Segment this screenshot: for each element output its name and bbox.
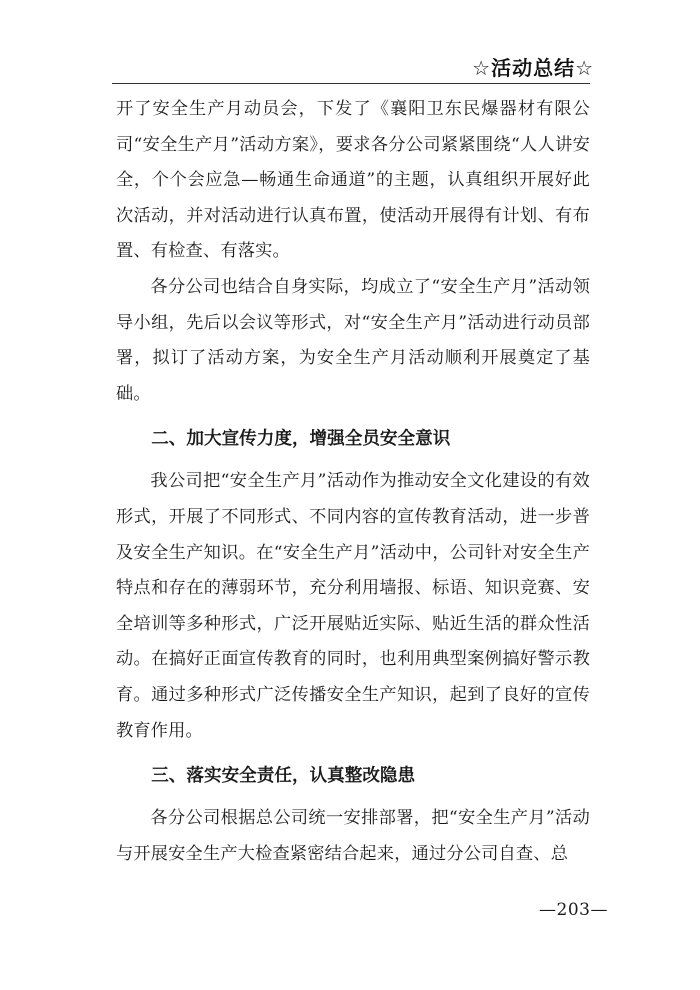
- section-heading: 三、落实安全责任，认真整改隐患: [151, 766, 416, 787]
- page-number: —203—: [539, 900, 608, 920]
- page-body: [116, 92, 590, 872]
- paragraph: 各分公司根据总公司统一安排部署，把“安全生产月”活动与开展安全生产大检查紧密结合起来，通过分公司自查、总: [116, 808, 590, 864]
- paragraph: 各分公司也结合自身实际，均成立了“安全生产月”活动领导小组，先后以会议等形式，对“安全生产月”活动进行动员部署，拟订了活动方案，为安全生产月活动顺利开展奠定了基础。: [116, 276, 590, 404]
- header-divider: [112, 83, 590, 84]
- paragraph: 我公司把“安全生产月”活动作为推动安全文化建设的有效形式，开展了不同形式、不同内容的宣传教育活动，进一步普及安全生产知识。在“安全生产月”活动中，公司针对安全生产特点和存在的薄弱环节，充分利用墙报、标语、知识竞赛、安全培训等多种形式，广泛开展贴近实际、贴近生活的群众性活动。在搞好正面宣传教育的同时，也利用典型案例搞好警示教育。通过多种形式广泛传播安全生产知识，起到了良好的宣传教育作用。: [116, 471, 590, 741]
- section-heading: 二、加大宣传力度，增强全员安全意识: [151, 429, 451, 450]
- header-title: ☆活动总结☆: [472, 56, 594, 80]
- paragraph-continued: 开了安全生产月动员会，下发了《襄阳卫东民爆器材有限公司“安全生产月”活动方案》，要求各分公司紧紧围绕“人人讲安全，个个会应急—畅通生命通道”的主题，认真组织开展好此次活动，并对活动进行认真布置，使活动开展得有计划、有布置、有检查、有落实。: [116, 99, 590, 262]
